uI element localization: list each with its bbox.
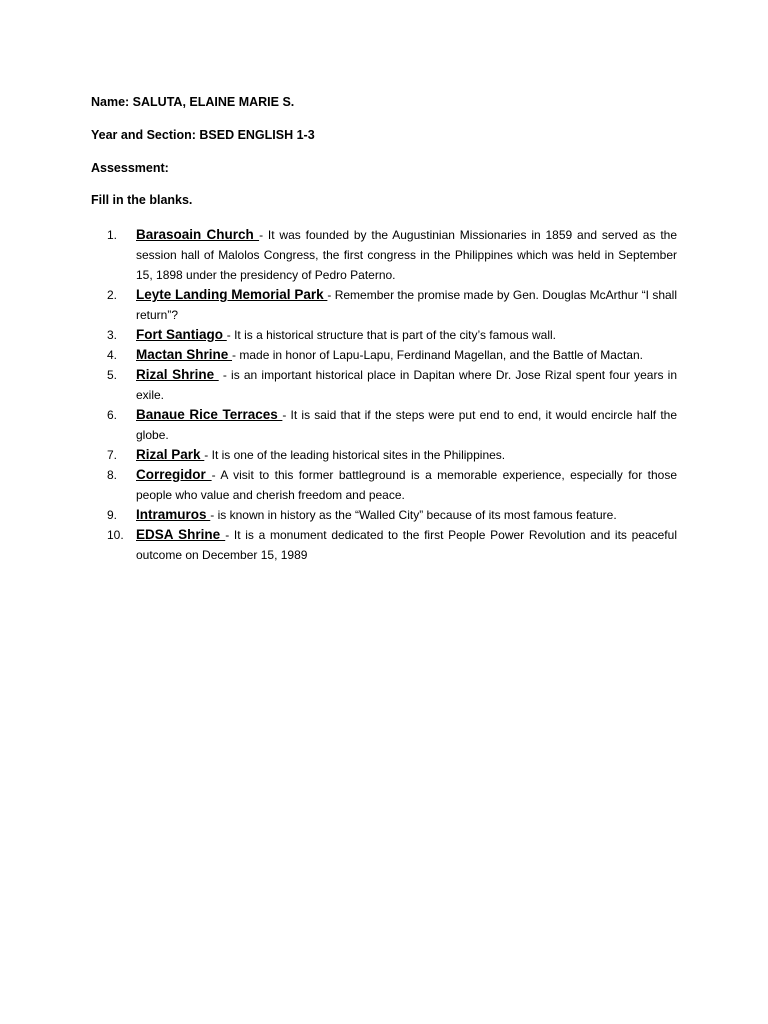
answer-description: - Remember the promise made by Gen. Douglas McArthur “I shall return”? bbox=[136, 288, 681, 322]
answer-term: Leyte Landing Memorial Park bbox=[136, 287, 328, 302]
answer-description: - is an important historical place in Dapitan where Dr. Jose Rizal spent four years in exile. bbox=[136, 368, 681, 402]
year-section-line: Year and Section: BSED ENGLISH 1-3 bbox=[91, 128, 315, 142]
item-number: 6. bbox=[107, 408, 118, 422]
list-item bbox=[107, 445, 677, 465]
answer-description: - A visit to this former battleground is a memorable experience, especially for those people who value and cherish freedom and peace. bbox=[136, 468, 681, 502]
answer-term: Banaue Rice Terraces bbox=[136, 407, 283, 422]
answer-description: - It is a historical structure that is part of the city’s famous wall. bbox=[226, 328, 556, 342]
item-number: 9. bbox=[107, 508, 118, 522]
answer-term: Rizal Shrine bbox=[136, 367, 219, 382]
answer-term: EDSA Shrine bbox=[136, 527, 226, 542]
instructions: Fill in the blanks. bbox=[91, 193, 193, 207]
list-item bbox=[107, 345, 677, 365]
answer-description: - It was founded by the Augustinian Missionaries in 1859 and served as the session hall of Malolos Congress, the first congress in the Philippines which was held in September 15, 1898 under the presidency of Pedro Paterno. bbox=[136, 228, 681, 282]
answer-list bbox=[107, 225, 681, 565]
list-item bbox=[107, 285, 681, 325]
answer-description: - is known in history as the “Walled City” because of its most famous feature. bbox=[210, 508, 617, 522]
list-item bbox=[107, 505, 677, 525]
answer-term: Intramuros bbox=[136, 507, 211, 522]
assessment-heading: Assessment: bbox=[91, 161, 169, 175]
item-number: 2. bbox=[107, 288, 118, 302]
answer-term: Barasoain Church bbox=[136, 227, 260, 242]
answer-term: Mactan Shrine bbox=[136, 347, 233, 362]
item-number: 4. bbox=[107, 348, 118, 362]
item-number: 7. bbox=[107, 448, 118, 462]
list-item bbox=[107, 325, 677, 345]
answer-description: - It is said that if the steps were put end to end, it would encircle half the globe. bbox=[136, 408, 681, 442]
answer-term: Corregidor bbox=[136, 467, 212, 482]
student-name-line: Name: SALUTA, ELAINE MARIE S. bbox=[91, 95, 295, 109]
answer-term: Rizal Park bbox=[136, 447, 205, 462]
answer-description: - It is a monument dedicated to the first People Power Revolution and its peaceful outcome on December 15, 1989 bbox=[136, 528, 681, 562]
list-item bbox=[107, 405, 681, 445]
item-number: 5. bbox=[107, 368, 118, 382]
answer-term: Fort Santiago bbox=[136, 327, 227, 342]
item-number: 10. bbox=[107, 528, 124, 542]
list-item bbox=[107, 525, 681, 565]
list-item bbox=[107, 225, 681, 285]
item-number: 1. bbox=[107, 228, 118, 242]
list-item bbox=[107, 365, 681, 405]
answer-description: - made in honor of Lapu-Lapu, Ferdinand Magellan, and the Battle of Mactan. bbox=[232, 348, 643, 362]
list-item bbox=[107, 465, 681, 505]
item-number: 8. bbox=[107, 468, 118, 482]
item-number: 3. bbox=[107, 328, 118, 342]
answer-description: - It is one of the leading historical sites in the Philippines. bbox=[204, 448, 506, 462]
